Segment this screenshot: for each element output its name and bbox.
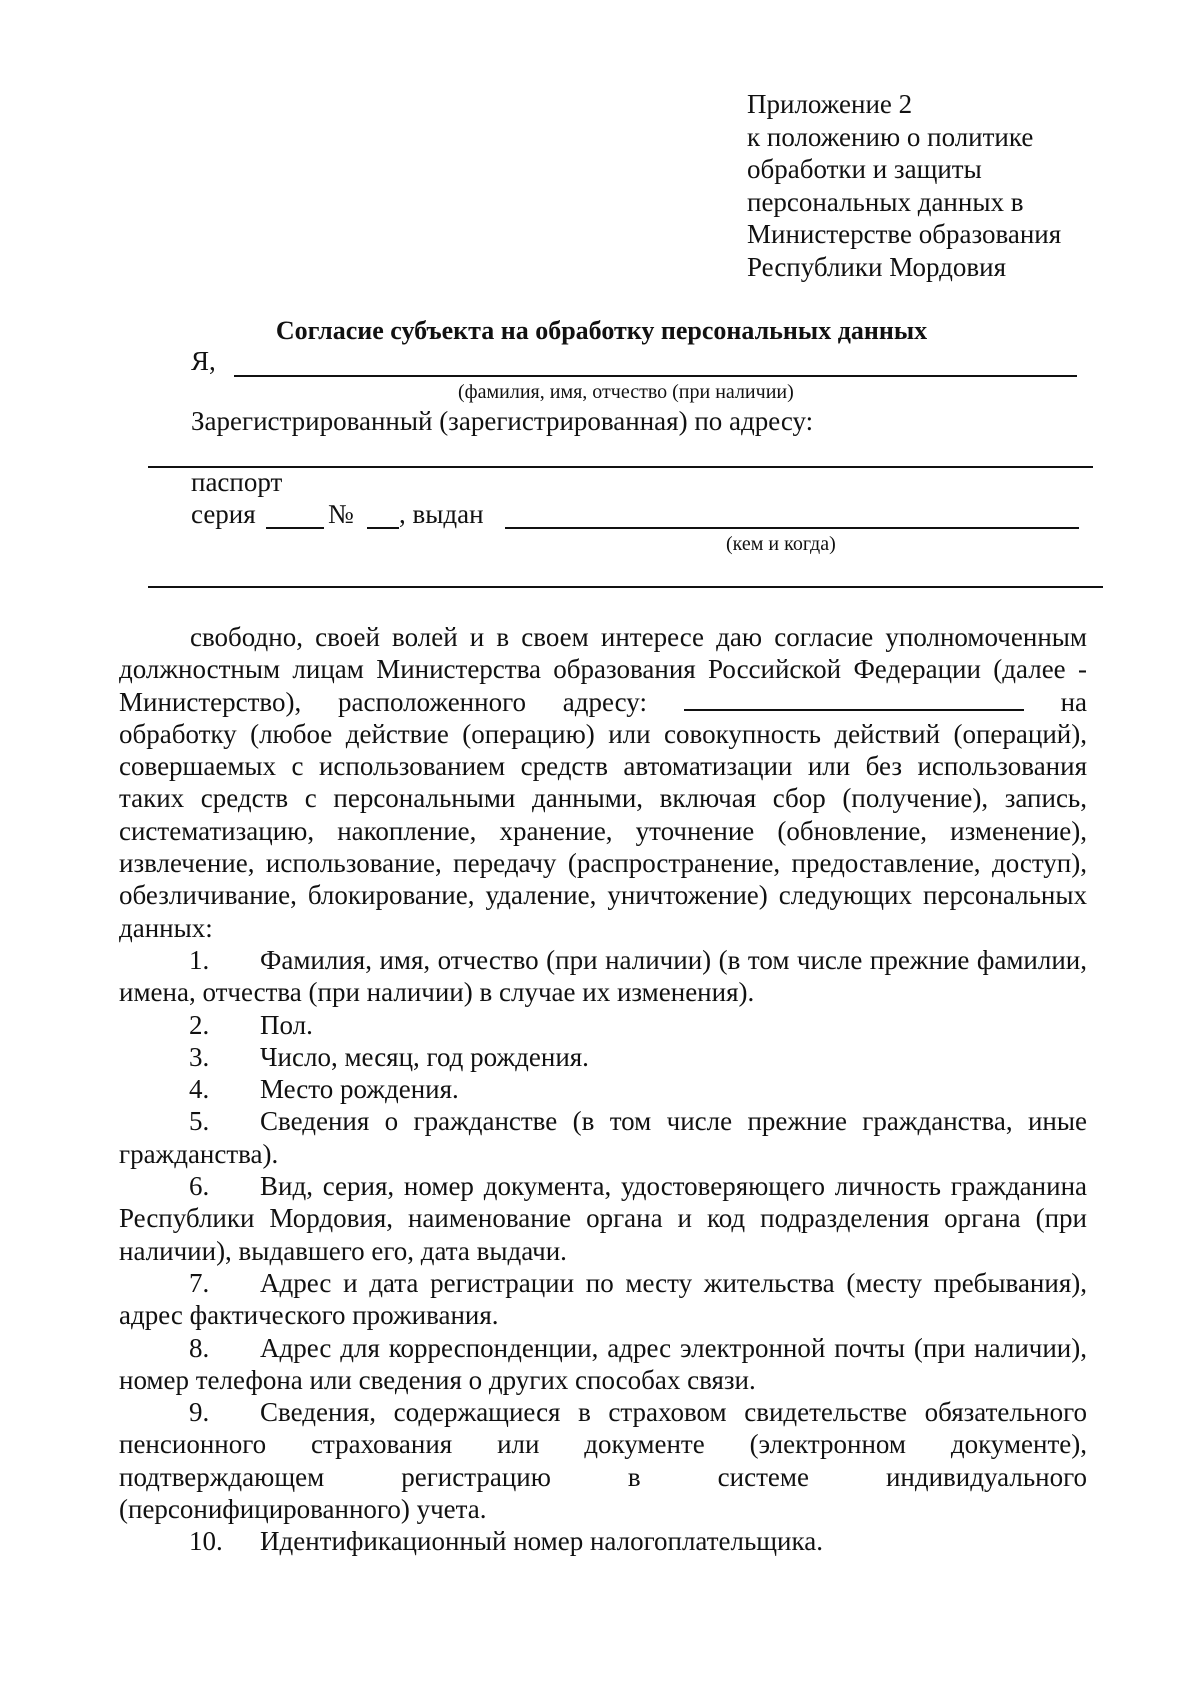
- i-label: Я,: [191, 346, 216, 376]
- item-text: Сведения о гражданстве (в том числе прежние гражданства, иные гражданства).: [119, 1106, 1087, 1169]
- item-number: 3.: [189, 1041, 210, 1072]
- intro-line-2: должностным лицам Министерства образования Российской Федерации (далее -: [119, 654, 1087, 685]
- item-text: Вид, серия, номер документа, удостоверяющего личность гражданина Республики Мордовия, наименование органа и код подразделения органа (при наличии), выдавшего его, дата выдачи.: [119, 1171, 1087, 1266]
- item-text: Сведения, содержащиеся в страховом свидетельстве обязательного пенсионного страхования или документе (электронном документе), подтверждающем регистрацию в системе индивидуального (персонифицированного) учета.: [119, 1397, 1087, 1525]
- intro-rest: обработку (любое действие (операцию) или совокупность действий (операций), совершаемых с использованием средств автоматизации или без использования таких средств с персональными данными, включая сбор (получение), запись, систематизацию, накопление, хранение, уточнение (обновление, изменение), извлечение, использование, передачу (распространение, предоставление, доступ), обезличивание, блокирование, удаление, уничтожение) следующих персональных данных:: [119, 718, 1087, 943]
- document-title: Согласие субъекта на обработку персональных данных: [275, 316, 928, 345]
- list-item: [119, 1170, 1087, 1267]
- fio-blank-line: [234, 375, 1077, 377]
- item-text: Фамилия, имя, отчество (при наличии) (в том числе прежние фамилии, имена, отчества (при наличии) в случае их изменения).: [119, 944, 1087, 1008]
- item-number: 2.: [189, 1009, 210, 1040]
- ministry-address-blank: [684, 687, 1024, 711]
- list-item: [119, 1041, 1087, 1073]
- intro-line-3: [119, 686, 1087, 718]
- item-number: 1.: [189, 944, 210, 975]
- item-text: Адрес и дата регистрации по месту жительства (месту пребывания), адрес фактического проживания.: [119, 1267, 1087, 1331]
- list-item: [119, 1525, 1087, 1557]
- intro-word: на: [1060, 686, 1088, 717]
- intro-line-1: свободно, своей волей и в своем интересе даю согласие уполномоченным: [190, 622, 1087, 652]
- item-number: 5.: [189, 1106, 210, 1137]
- series-label: серия: [191, 499, 256, 529]
- appendix-header: [747, 88, 1061, 283]
- appendix-line: Республики Мордовия: [747, 251, 1007, 282]
- address-blank-line: [148, 466, 1093, 468]
- appendix-line: Министерстве образования: [747, 219, 1062, 249]
- list-item: [119, 1105, 1087, 1170]
- list-item: [119, 1332, 1087, 1397]
- series-blank-line: [266, 527, 324, 529]
- fio-hint: (фамилия, имя, отчество (при наличии): [458, 381, 794, 403]
- consent-body: [119, 621, 1087, 1558]
- passport-label: паспорт: [191, 467, 283, 497]
- item-text: Место рождения.: [260, 1074, 459, 1105]
- number-label: №: [328, 499, 354, 529]
- item-text: Число, месяц, год рождения.: [260, 1041, 589, 1072]
- item-number: 10.: [189, 1526, 223, 1557]
- issued-hint: (кем и когда): [726, 533, 836, 555]
- intro-word: расположенного: [338, 686, 526, 717]
- issued-label: , выдан: [399, 499, 484, 529]
- item-text: Адрес для корреспонденции, адрес электронной почты (при наличии), номер телефона или сведения о других способах связи.: [119, 1332, 1087, 1395]
- appendix-line: к положению о политике: [747, 121, 1034, 152]
- list-item: [119, 1009, 1087, 1041]
- item-text: Пол.: [260, 1009, 313, 1040]
- address-label: Зарегистрированный (зарегистрированная) по адресу:: [191, 406, 814, 436]
- item-number: 6.: [189, 1171, 210, 1202]
- issued-second-blank-line: [148, 586, 1103, 588]
- list-item: [119, 944, 1087, 1009]
- list-item: [119, 1073, 1087, 1105]
- appendix-line: Приложение 2: [747, 89, 913, 119]
- item-number: 7.: [189, 1267, 210, 1298]
- intro-word: адресу:: [562, 686, 647, 717]
- intro-word: Министерство),: [119, 686, 302, 717]
- number-blank-line: [367, 527, 399, 529]
- list-item: [119, 1267, 1087, 1332]
- item-number: 8.: [189, 1332, 210, 1363]
- appendix-line: обработки и защиты: [747, 154, 982, 184]
- item-number: 4.: [189, 1074, 210, 1105]
- item-text: Идентификационный номер налогоплательщика.: [260, 1526, 823, 1557]
- list-item: [119, 1396, 1087, 1525]
- appendix-line: персональных данных в: [747, 186, 1024, 217]
- item-number: 9.: [189, 1397, 210, 1428]
- issued-blank-line: [505, 527, 1079, 529]
